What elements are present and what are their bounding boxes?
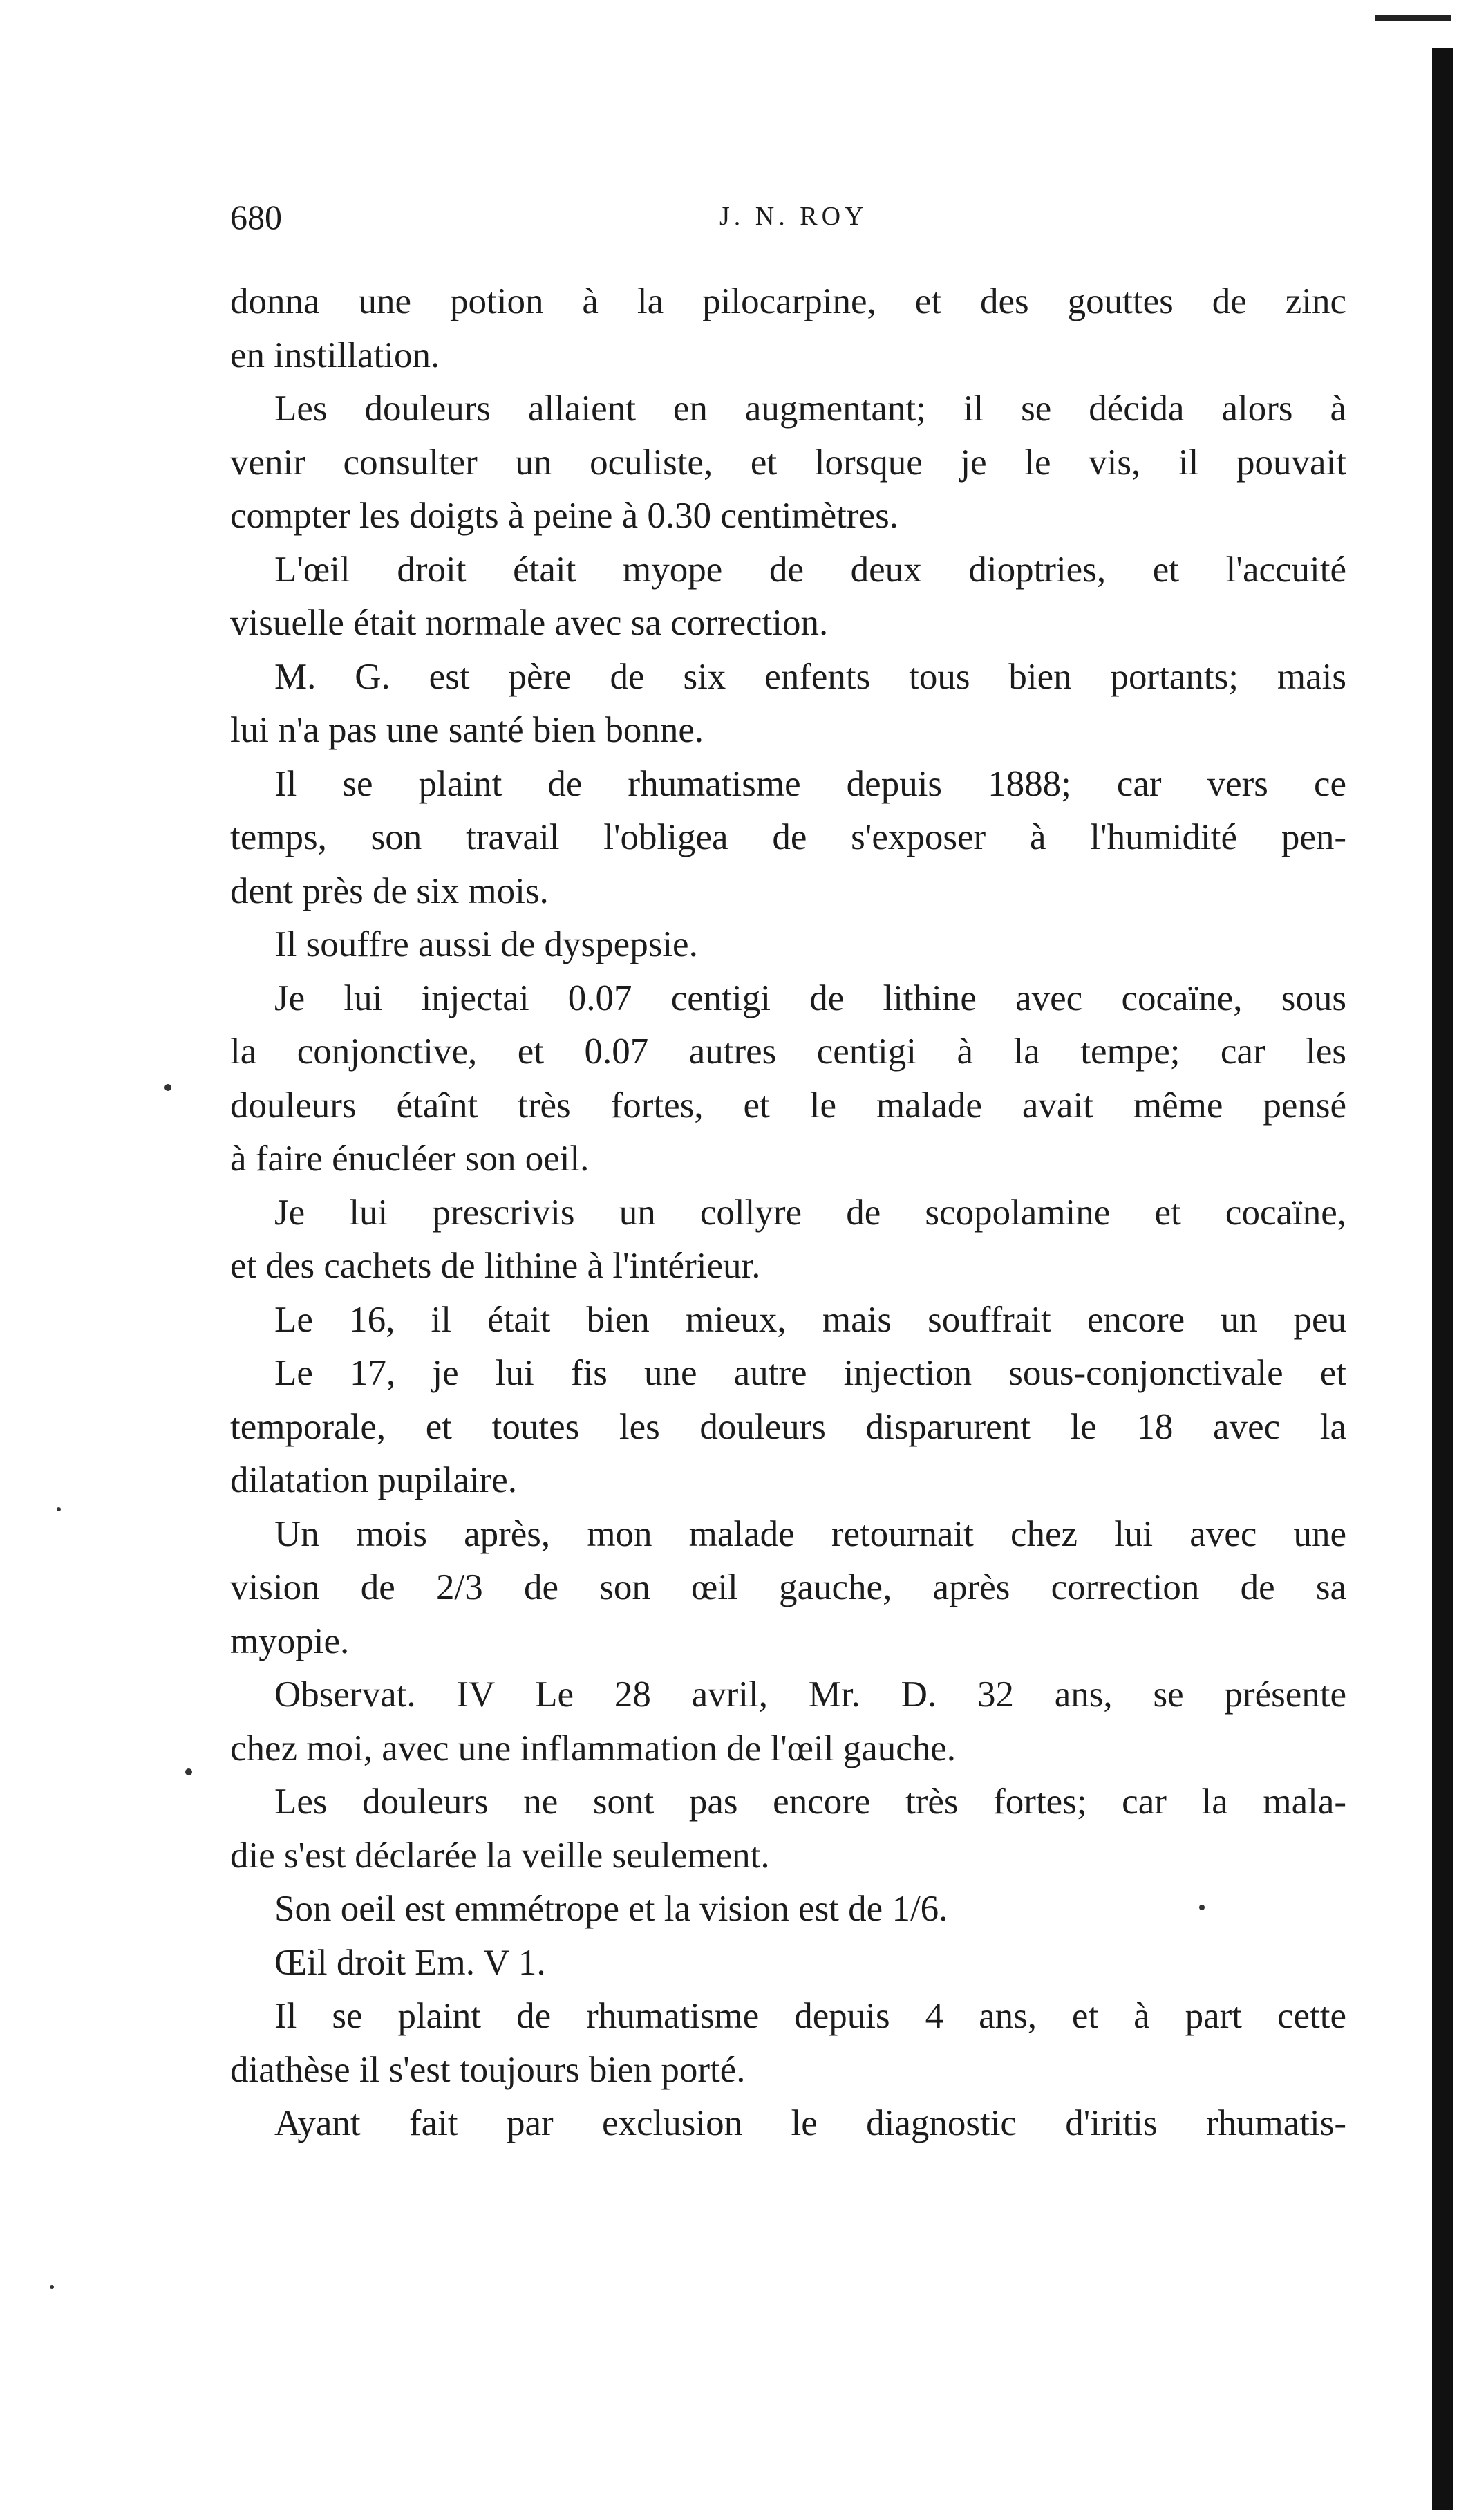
paragraph-first-line: M. G. est père de six enfents tous bien portants; mais xyxy=(274,656,1346,697)
text-line: diathèse il s'est toujours bien porté. xyxy=(230,2049,746,2090)
paragraph-first-line: Œil droit Em. V 1. xyxy=(274,1942,546,1983)
paragraph-first-line: L'œil droit était myope de deux dioptries, et l'accuité xyxy=(274,549,1346,590)
text-line: donna une potion à la pilocarpine, et des gouttes de zinc xyxy=(230,281,1346,321)
text-line: temps, son travail l'obligea de s'exposer à l'humidité pen- xyxy=(230,817,1346,857)
observation-heading-line: Observat. IV Le 28 avril, Mr. D. 32 ans, se présente xyxy=(274,1674,1346,1715)
paragraph-first-line: Un mois après, mon malade retournait chez lui avec une xyxy=(274,1513,1346,1554)
paragraph-first-line: Je lui injectai 0.07 centigi de lithine avec cocaïne, sous xyxy=(274,978,1346,1018)
text-line: la conjonctive, et 0.07 autres centigi à la tempe; car les xyxy=(230,1032,1346,1072)
paragraph-first-line: Les douleurs ne sont pas encore très fortes; car la mala- xyxy=(274,1782,1346,1822)
paragraph-first-line: Il souffre aussi de dyspepsie. xyxy=(274,924,698,964)
paragraph-first-line: Le 16, il était bien mieux, mais souffrait encore un peu xyxy=(274,1299,1346,1340)
text-line: et des cachets de lithine à l'intérieur. xyxy=(230,1246,761,1286)
scan-edge-mark xyxy=(1375,15,1451,21)
text-line: à faire énucléer son oeil. xyxy=(230,1139,590,1179)
paragraph-first-line: Ayant fait par exclusion le diagnostic d'iritis rhumatis- xyxy=(274,2103,1346,2143)
ink-speck xyxy=(185,1768,192,1775)
ink-speck xyxy=(50,2285,54,2289)
text-line: chez moi, avec une inflammation de l'œil gauche. xyxy=(230,1728,957,1768)
text-line: vision de 2/3 de son œil gauche, après correction de sa xyxy=(230,1567,1346,1607)
paragraph-first-line: Il se plaint de rhumatisme depuis 4 ans, et à part cette xyxy=(274,1996,1346,2036)
page-number: 680 xyxy=(230,198,282,236)
paragraph-first-line: Les douleurs allaient en augmentant; il se décida alors à xyxy=(274,389,1346,429)
ink-speck xyxy=(1199,1905,1205,1910)
text-line: venir consulter un oculiste, et lorsque je le vis, il pouvait xyxy=(230,442,1346,483)
text-line: dilatation pupilaire. xyxy=(230,1460,518,1500)
ink-speck xyxy=(164,1084,171,1091)
text-line: visuelle était normale avec sa correction. xyxy=(230,603,829,643)
text-line: lui n'a pas une santé bien bonne. xyxy=(230,710,704,750)
paragraph-first-line: Son oeil est emmétrope et la vision est de 1/6. xyxy=(274,1889,948,1929)
text-line: en instillation. xyxy=(230,335,440,375)
body-text xyxy=(230,275,1346,2151)
text-line: douleurs étaînt très fortes, et le malade avait même pensé xyxy=(230,1085,1346,1126)
text-line: dent près de six mois. xyxy=(230,870,549,911)
text-line: myopie. xyxy=(230,1621,350,1661)
paragraph-first-line: Il se plaint de rhumatisme depuis 1888; car vers ce xyxy=(274,763,1346,804)
paragraph-first-line: Je lui prescrivis un collyre de scopolamine et cocaïne, xyxy=(274,1192,1346,1233)
paragraph-first-line: Le 17, je lui fis une autre injection sous-conjonctivale et xyxy=(274,1353,1346,1393)
ink-speck xyxy=(57,1507,61,1511)
text-line: temporale, et toutes les douleurs disparurent le 18 avec la xyxy=(230,1406,1346,1447)
scan-binding-edge xyxy=(1432,48,1453,2510)
text-line: compter les doigts à peine à 0.30 centimètres. xyxy=(230,496,898,536)
running-head: J. N. ROY xyxy=(719,202,868,231)
page-header xyxy=(230,197,1357,245)
text-line: die s'est déclarée la veille seulement. xyxy=(230,1835,770,1876)
